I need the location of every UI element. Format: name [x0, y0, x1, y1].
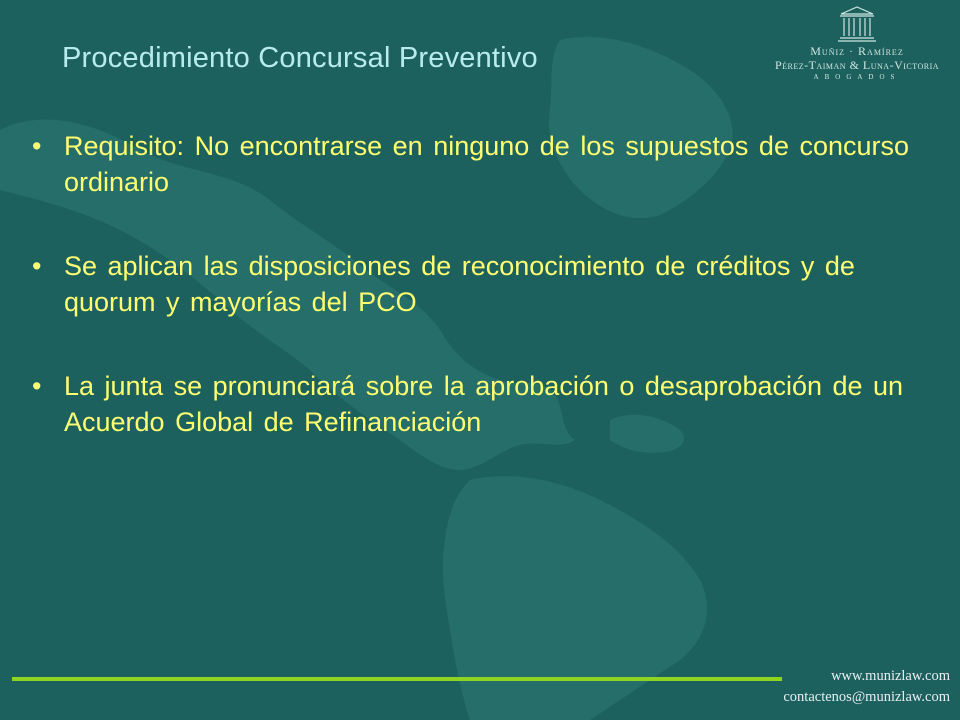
bullet-list: [28, 128, 928, 488]
bullet-text: La junta se pronunciará sobre la aprobación o desaprobación de un Acuerdo Global de Refinanciación: [64, 371, 904, 437]
logo-tagline: ABOGADOS: [813, 73, 901, 81]
footer-email-link[interactable]: contactenos@munizlaw.com: [783, 689, 950, 705]
bullet-marker: •: [32, 131, 42, 161]
logo-firm-name-line2: Pérez-Taiman & Luna-Victoria: [774, 58, 940, 72]
footer-divider: [12, 677, 782, 681]
firm-logo: [762, 4, 952, 90]
bullet-marker: •: [32, 251, 42, 281]
logo-firm-name-line1: Muñiz · Ramírez: [810, 44, 904, 58]
bullet-item: [28, 128, 928, 200]
footer-website-link[interactable]: www.munizlaw.com: [831, 668, 950, 684]
building-columns-icon: [837, 4, 877, 42]
bullet-marker: •: [32, 371, 42, 401]
bullet-item: [28, 248, 928, 320]
bullet-item: [28, 368, 928, 440]
bullet-text: Se aplican las disposiciones de reconocimiento de créditos y de quorum y mayorías del PCO: [64, 251, 855, 317]
slide-title: Procedimiento Concursal Preventivo: [62, 42, 538, 74]
bullet-text: Requisito: No encontrarse en ninguno de los supuestos de concurso ordinario: [64, 131, 910, 197]
